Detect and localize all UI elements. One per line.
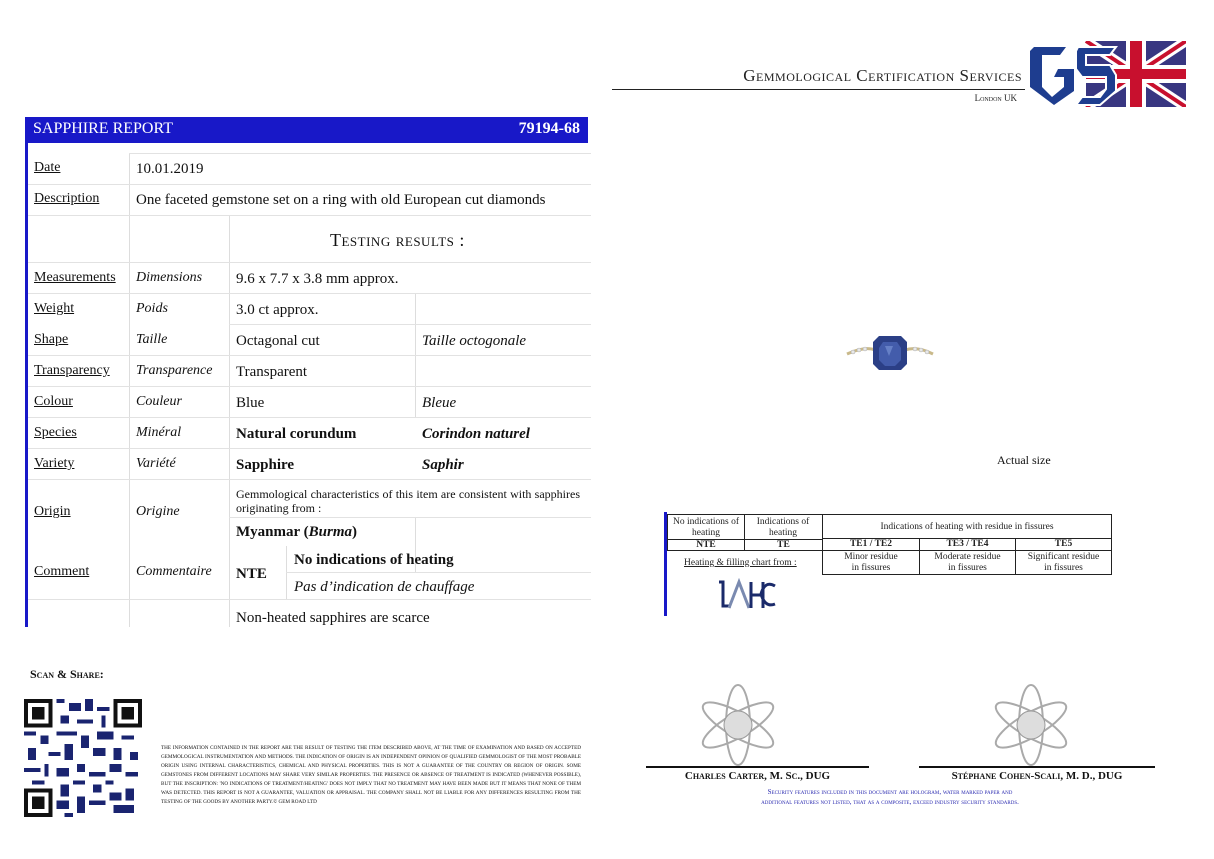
description-label: Description <box>34 191 100 206</box>
variety-label: Variety <box>34 456 75 471</box>
species-value: Natural corundum <box>236 426 357 442</box>
heating-chart-link[interactable]: Heating & filling chart from : <box>684 558 797 568</box>
signature-line-left <box>646 766 869 768</box>
company-location: London UK <box>974 93 1017 103</box>
colour-label: Colour <box>34 394 73 409</box>
weight-value: 3.0 ct approx. <box>236 302 319 318</box>
te5-code: TE5 <box>1015 538 1112 551</box>
signatory-left: Charles Carter, M. Sc., DUG <box>684 770 831 782</box>
scarcity-note: Non-heated sapphires are scarce <box>236 610 430 626</box>
te12-code: TE1 / TE2 <box>822 538 920 551</box>
security-notice: Security features included in this document are hologram, water marked paper and additional features not listed, that as a composite, exceed industry security standards. <box>761 788 1019 806</box>
variety-value-fr: Saphir <box>422 457 464 473</box>
ring-photo <box>845 330 935 375</box>
legal-disclaimer: THE INFORMATION CONTAINED IN THE REPORT ARE THE RESULT OF TESTING THE ITEM DESCRIBED ABOVE, AT THE TIME OF EXAMINATION AND BASED ON ACCEPTED GEMMOLOGICAL INSTRUMENTATION AND METHODS. THE INDICATION OF ORIGIN IS AN INDEPENDENT OPINION OF QUALIFIED GEMMOLOGIST OF THE MOST PROBABLE ORIGIN USING INTERNAL CHARACTERISTICS, CHEMICAL AND PHYSICAL PROPERTIES. THIS IS NOT A GUARANTEE OF THE COUNTRY OR REGION OF ORIGIN. SOME GEMSTONES FROM DIFFERENT LOCATIONS MAY SHARE VERY SIMILAR PROPERTIES. THE PRESENCE OR ABSENCE OF TREATMENT IS INDICATED (WHENEVER POSSIBLE), BUT THE INSCRIPTION: 'NO INDICATIONS OF TREATMENT/HEATING' DOES NOT IMPLY THAT NO TREATMENT MAY HAVE BEEN MADE BUT IT MEANS THAT NONE OF THEM WAS DETECTED. THIS REPORT IS NOT A GUARANTEE, VALUATION OR APPRAISAL. THE COMPANY SHALL NOT BE LIABLE FOR ANY DIFFERENCES RESULTING FROM THE TESTING OF THE GOODS BY ANOTHER PARTY.© GEM ROAD LTD <box>161 745 581 805</box>
te-code: TE <box>744 539 823 551</box>
gcs-logo <box>1026 41 1186 107</box>
comment-code: NTE <box>236 566 267 582</box>
lahc-logo <box>717 578 777 614</box>
weight-label: Weight <box>34 301 75 316</box>
couleur-label: Couleur <box>136 394 182 409</box>
te5-desc: Significant residue in fissures <box>1015 550 1112 575</box>
measurements-label: Measurements <box>34 270 116 285</box>
poids-label: Poids <box>136 301 168 316</box>
te-header: Indications of heating <box>744 514 823 551</box>
actual-size-caption: Actual size <box>997 453 1051 467</box>
origine-label: Origine <box>136 504 180 519</box>
signature-line-right <box>919 766 1155 768</box>
origin-value: Myanmar (Burma) <box>236 524 357 540</box>
variete-label: Variété <box>136 456 176 471</box>
residue-header: Indications of heating with residue in fissures <box>822 514 1112 539</box>
testing-results-heading: Testing results : <box>330 230 465 250</box>
te34-desc: Moderate residue in fissures <box>919 550 1016 575</box>
qr-code[interactable] <box>24 699 142 817</box>
comment-value: No indications of heating <box>294 552 454 568</box>
report-table <box>25 143 591 627</box>
commentaire-label: Commentaire <box>136 564 212 579</box>
report-title-bar <box>25 117 588 143</box>
date-value: 10.01.2019 <box>136 161 204 177</box>
description-value: One faceted gemstone set on a ring with old European cut diamonds <box>136 192 546 208</box>
measurements-value: 9.6 x 7.7 x 3.8 mm approx. <box>236 271 399 287</box>
origin-text: Gemmological characteristics of this item are consistent with sapphires originating from : <box>236 487 580 515</box>
transparency-label: Transparency <box>34 363 110 378</box>
hologram-star-right <box>986 680 1076 770</box>
report-number: 79194-68 <box>518 120 580 137</box>
mineral-label: Minéral <box>136 425 182 440</box>
signatory-right: Stéphane Cohen-Scali, M. D., DUG <box>951 770 1123 782</box>
nte-header: No indications of heating <box>667 514 745 551</box>
hologram-star-left <box>693 680 783 770</box>
colour-value: Blue <box>236 395 265 411</box>
species-label: Species <box>34 425 77 440</box>
species-value-fr: Corindon naturel <box>422 426 530 442</box>
transparency-value: Transparent <box>236 364 308 380</box>
date-label: Date <box>34 160 61 175</box>
company-name: Gemmological Certification Services <box>743 66 1022 85</box>
origin-label: Origin <box>34 504 71 519</box>
scan-share-label: Scan & Share: <box>30 667 104 681</box>
te12-desc: Minor residue in fissures <box>822 550 920 575</box>
shape-label: Shape <box>34 332 69 347</box>
comment-value-fr: Pas d’indication de chauffage <box>294 579 475 595</box>
comment-label: Comment <box>34 564 90 579</box>
taille-label: Taille <box>136 332 168 347</box>
te34-code: TE3 / TE4 <box>919 538 1016 551</box>
report-title: SAPPHIRE REPORT <box>33 120 173 137</box>
colour-value-fr: Bleue <box>422 395 457 411</box>
variety-value: Sapphire <box>236 457 295 473</box>
transparence-label: Transparence <box>136 363 213 378</box>
nte-code: NTE <box>667 539 745 551</box>
dimensions-label: Dimensions <box>136 270 203 285</box>
header-rule <box>612 89 1025 90</box>
shape-value-fr: Taille octogonale <box>422 333 527 349</box>
shape-value: Octagonal cut <box>236 333 320 349</box>
